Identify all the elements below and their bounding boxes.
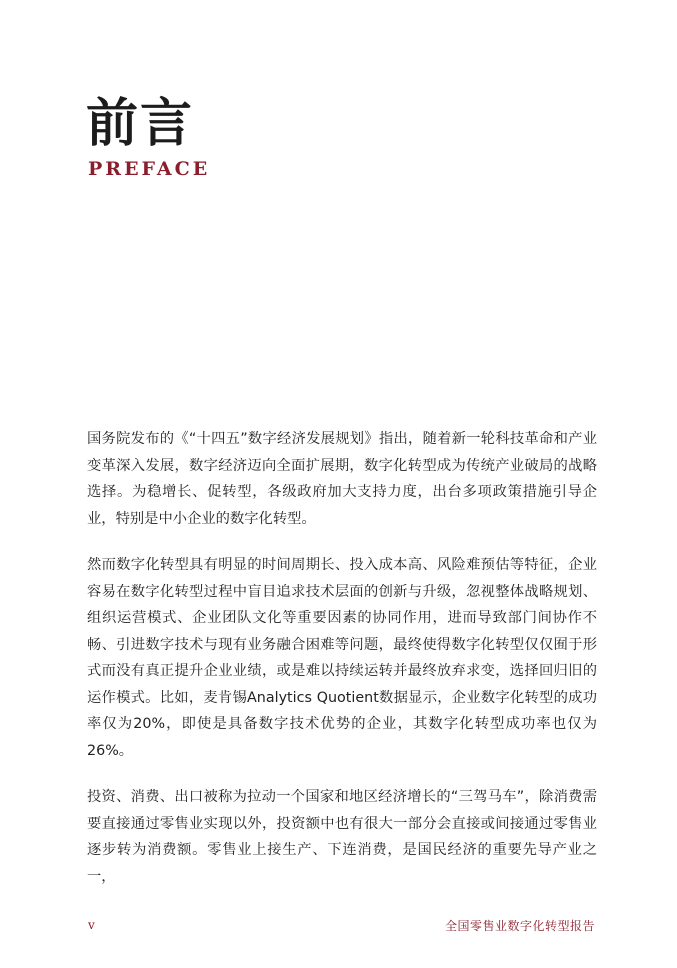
page-title: 前言 — [86, 93, 195, 154]
footer-report-title: 全国零售业数字化转型报告 — [444, 919, 595, 933]
paragraph-3: 投资、消费、出口被称为拉动一个国家和地区经济增长的“三驾马车”，除消费需要直接通过零售业实现以外，投资额中也有很大一部分会直接或间接通过零售业逐步转为消费额。零售业上接生产、下连消费，是国民经济的重要先导产业之一， — [87, 789, 597, 885]
page-subtitle: PREFACE — [88, 158, 211, 180]
page-number: v — [88, 918, 95, 932]
paragraph-2: 然而数字化转型具有明显的时间周期长、投入成本高、风险难预估等特征，企业容易在数字化转型过程中盲目追求技术层面的创新与升级，忽视整体战略规划、组织运营模式、企业团队文化等重要因素的协同作用，进而导致部门间协作不畅、引进数字技术与现有业务融合困难等问题，最终使得数字化转型仅仅囿于形式而没有真正提升企业业绩，或是难以持续运转并最终放弃求变，选择回归旧的运作模式。比如，麦肯锡Analytics Quotient数据显示，企业数字化转型的成功率仅为20%，即使是具备数字技术优势的企业，其数字化转型成功率也仅为26%。 — [87, 557, 597, 759]
body-text — [87, 426, 597, 910]
paragraph-1: 国务院发布的《“十四五”数字经济发展规划》指出，随着新一轮科技革命和产业变革深入发展，数字经济迈向全面扩展期，数字化转型成为传统产业破局的战略选择。为稳增长、促转型，各级政府加大支持力度，出台多项政策措施引导企业，特别是中小企业的数字化转型。 — [87, 431, 597, 527]
